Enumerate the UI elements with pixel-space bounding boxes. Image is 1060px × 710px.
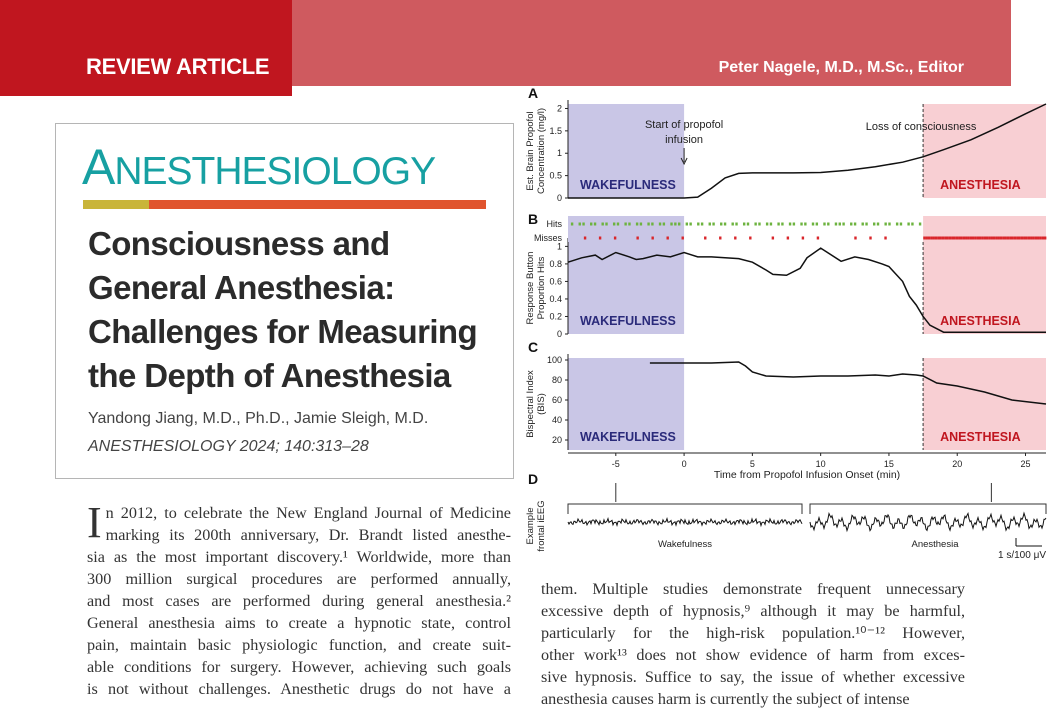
miss-marker [854, 237, 856, 240]
miss-marker [967, 237, 969, 240]
hits-label: Hits [546, 219, 562, 229]
miss-marker [1016, 237, 1018, 240]
text-line: is not without challenges. Anesthetic drugs do not have a [87, 680, 511, 698]
hit-marker [835, 223, 837, 226]
panel-label: C [528, 339, 539, 355]
hit-marker [720, 223, 722, 226]
miss-marker [1044, 237, 1046, 240]
miss-marker [1000, 237, 1002, 240]
y-tick-label: 1 [556, 148, 562, 159]
misses-label: Misses [533, 233, 562, 243]
section-editor: Peter Nagele, M.D., M.Sc., Editor [718, 59, 964, 76]
drop-cap: I [87, 498, 102, 547]
hit-marker [789, 223, 791, 226]
hit-marker [900, 223, 902, 226]
x-tick-label: 10 [815, 459, 826, 469]
hit-marker [617, 223, 619, 226]
miss-marker [1011, 237, 1013, 240]
y-tick-label: 1 [556, 241, 562, 252]
miss-marker [970, 237, 972, 240]
miss-marker [988, 237, 990, 240]
hit-marker [877, 223, 879, 226]
hit-marker [571, 223, 573, 226]
eeg-trace-wake [568, 519, 802, 526]
anesthesia-trace-label: Anesthesia [911, 539, 959, 550]
miss-marker [1002, 237, 1004, 240]
x-tick-label: 25 [1020, 459, 1031, 469]
text-line: excessive depth of hypnosis,⁹ although it may be harmful, [541, 602, 965, 620]
y-tick-label: 80 [551, 375, 562, 385]
miss-marker [1032, 237, 1034, 240]
citation-ref: 2024; 140:313–28 [235, 438, 369, 455]
miss-marker [614, 237, 616, 240]
hit-marker [770, 223, 772, 226]
text-line: other work¹³ does not show evidence of harm from exces- [541, 646, 965, 664]
wakefulness-label: WAKEFULNESS [580, 314, 676, 328]
y-tick-label: 0 [556, 193, 562, 203]
miss-marker [991, 237, 993, 240]
x-tick-label: 5 [749, 459, 755, 469]
hit-marker [884, 223, 886, 226]
body-text-right [541, 578, 965, 710]
wakefulness-trace-label: Wakefulness [657, 539, 713, 550]
logo-bar-yellow [83, 200, 149, 209]
hit-marker [640, 223, 642, 226]
y-tick-label: 60 [551, 395, 562, 405]
hit-marker [579, 223, 581, 226]
hit-marker [896, 223, 898, 226]
miss-marker [636, 237, 638, 240]
miss-marker [944, 237, 946, 240]
article-title: Consciousness and General Anesthesia: Challenges for Measuring the Depth of Anesthesia [88, 225, 478, 394]
miss-marker [942, 237, 944, 240]
miss-marker [937, 237, 939, 240]
hit-marker [624, 223, 626, 226]
hit-marker [663, 223, 665, 226]
miss-marker [972, 237, 974, 240]
panel-label: A [528, 86, 539, 101]
hit-marker [601, 223, 603, 226]
hit-marker [590, 223, 592, 226]
y-tick-label: 0.6 [549, 276, 562, 287]
miss-marker [960, 237, 962, 240]
miss-marker [998, 237, 1000, 240]
journal-logo: ANESTHESIOLOGY [82, 139, 436, 195]
hit-marker [712, 223, 714, 226]
hit-marker [754, 223, 756, 226]
panel-label: D [528, 471, 539, 487]
miss-marker [995, 237, 997, 240]
hit-marker [816, 223, 818, 226]
hit-marker [777, 223, 779, 226]
miss-marker [704, 237, 706, 240]
hit-marker [743, 223, 745, 226]
miss-marker [1035, 237, 1037, 240]
hit-marker [701, 223, 703, 226]
hit-marker [758, 223, 760, 226]
miss-marker [986, 237, 988, 240]
miss-marker [935, 237, 937, 240]
x-tick-label: -5 [611, 459, 620, 469]
hit-marker [628, 223, 630, 226]
hit-marker [862, 223, 864, 226]
wakefulness-label: WAKEFULNESS [580, 430, 676, 444]
article-authors: Yandong Jiang, M.D., Ph.D., Jamie Sleigh, M.D. [88, 410, 429, 427]
miss-marker [1037, 237, 1039, 240]
miss-marker [869, 237, 871, 240]
hit-marker [823, 223, 825, 226]
anesthesia-label: ANESTHESIA [940, 430, 1021, 444]
miss-marker [1014, 237, 1016, 240]
hit-marker [732, 223, 734, 226]
hit-marker [647, 223, 649, 226]
miss-marker [1018, 237, 1020, 240]
header-banner-left [0, 0, 292, 96]
miss-marker [956, 237, 958, 240]
text-line: them. Multiple studies demonstrate frequent unnecessary [541, 580, 965, 598]
miss-marker [734, 237, 736, 240]
hit-marker [674, 223, 676, 226]
x-tick-label: 15 [883, 459, 894, 469]
hit-marker [850, 223, 852, 226]
miss-marker [1007, 237, 1009, 240]
miss-marker [926, 237, 928, 240]
hit-marker [911, 223, 913, 226]
y-axis-label: Est. Brain Propofol [525, 111, 536, 191]
hit-marker [651, 223, 653, 226]
y-tick-label: 40 [551, 415, 562, 425]
hit-marker [907, 223, 909, 226]
hit-marker [854, 223, 856, 226]
y-tick-label: 20 [551, 435, 562, 445]
miss-marker [965, 237, 967, 240]
miss-marker [1023, 237, 1025, 240]
scale-bar-label: 1 s/100 μV [997, 550, 1047, 561]
figure-chart [520, 86, 1060, 570]
hit-marker [582, 223, 584, 226]
hit-marker [919, 223, 921, 226]
y-axis-label: (BIS) [536, 393, 547, 415]
miss-marker [817, 237, 819, 240]
bracket-wake [568, 504, 802, 514]
miss-marker [1028, 237, 1030, 240]
annotation-start: infusion [665, 134, 704, 146]
hit-marker [659, 223, 661, 226]
hit-marker [781, 223, 783, 226]
miss-marker [787, 237, 789, 240]
miss-marker [1021, 237, 1023, 240]
article-citation [88, 438, 369, 456]
miss-marker [1005, 237, 1007, 240]
hit-marker [605, 223, 607, 226]
miss-marker [584, 237, 586, 240]
miss-marker [1042, 237, 1044, 240]
y-tick-label: 2 [556, 103, 562, 114]
miss-marker [974, 237, 976, 240]
y-axis-label: Response Button [525, 251, 536, 325]
text-line: marking its 200th anniversary, Dr. Brandt listed anesthe- [105, 526, 511, 544]
miss-marker [772, 237, 774, 240]
miss-marker [930, 237, 932, 240]
citation-journal: ANESTHESIOLOGY [88, 438, 236, 455]
text-line: n 2012, to celebrate the New England Journal of Medicine [105, 504, 511, 522]
bracket-anes [810, 504, 1046, 514]
text-line: able conditions for surgery. However, achieving such goals [87, 658, 511, 676]
annotation-start: Start of propofol [644, 119, 724, 131]
text-line: sive hypnosis. Suffice to say, the issue of whether excessive [541, 668, 965, 686]
y-axis-label: frontal iEEG [536, 500, 547, 552]
miss-marker [953, 237, 955, 240]
hit-marker [613, 223, 615, 226]
miss-marker [977, 237, 979, 240]
x-axis-label: Time from Propofol Infusion Onset (min) [713, 469, 901, 481]
x-tick-label: 0 [681, 459, 687, 469]
miss-marker [651, 237, 653, 240]
hit-marker [812, 223, 814, 226]
hit-marker [594, 223, 596, 226]
miss-marker [928, 237, 930, 240]
y-tick-label: 0.8 [549, 258, 562, 269]
logo-bar-orange [149, 200, 486, 209]
y-tick-label: 0.2 [549, 311, 562, 322]
y-axis-label: Example [525, 507, 536, 545]
miss-marker [946, 237, 948, 240]
y-tick-label: 1.5 [549, 125, 562, 136]
miss-marker [958, 237, 960, 240]
y-axis-label: Bispectral Index [525, 370, 536, 438]
hit-marker [827, 223, 829, 226]
miss-marker [993, 237, 995, 240]
miss-marker [951, 237, 953, 240]
hit-marker [804, 223, 806, 226]
y-tick-label: 100 [546, 355, 562, 365]
figure [520, 86, 1060, 570]
hit-marker [747, 223, 749, 226]
text-line: pain, maintain basic physiologic function, and create suit- [87, 636, 511, 654]
hit-marker [842, 223, 844, 226]
text-line: sia as the most important discovery.¹ Worldwide, more than [87, 548, 511, 566]
miss-marker [666, 237, 668, 240]
miss-marker [1009, 237, 1011, 240]
miss-marker [963, 237, 965, 240]
hit-marker [735, 223, 737, 226]
text-line: particularly for the high-risk population.¹⁰⁻¹² However, [541, 624, 965, 642]
miss-marker [981, 237, 983, 240]
hit-marker [636, 223, 638, 226]
y-tick-label: 0.4 [549, 293, 562, 304]
hit-marker [689, 223, 691, 226]
hit-marker [670, 223, 672, 226]
wakefulness-label: WAKEFULNESS [580, 178, 676, 192]
anesthesia-label: ANESTHESIA [940, 314, 1021, 328]
miss-marker [884, 237, 886, 240]
x-tick-label: 20 [952, 459, 963, 469]
y-tick-label: 0.5 [549, 170, 562, 181]
anesthesia-label: ANESTHESIA [940, 178, 1021, 192]
article-type-label: REVIEW ARTICLE [86, 54, 270, 79]
miss-marker [682, 237, 684, 240]
miss-marker [599, 237, 601, 240]
annotation-loc: Loss of consciousness [865, 121, 977, 133]
hit-marker [766, 223, 768, 226]
text-line: anesthesia causes harm is currently the subject of intense [541, 690, 910, 708]
miss-marker [923, 237, 925, 240]
miss-marker [979, 237, 981, 240]
miss-marker [933, 237, 935, 240]
scale-bar [1016, 538, 1042, 546]
hit-marker [793, 223, 795, 226]
miss-marker [1030, 237, 1032, 240]
hit-marker [724, 223, 726, 226]
miss-marker [1025, 237, 1027, 240]
eeg-trace-anes [810, 513, 1046, 530]
hit-marker [800, 223, 802, 226]
body-text-left [87, 498, 511, 700]
miss-marker [984, 237, 986, 240]
title-box [55, 123, 514, 479]
hit-marker [888, 223, 890, 226]
text-line: 300 million surgical procedures are performed annually, [87, 570, 511, 588]
text-line: General anesthesia aims to create a hypnotic state, control [87, 614, 511, 632]
miss-marker [802, 237, 804, 240]
y-tick-label: 0 [556, 329, 562, 339]
hit-marker [709, 223, 711, 226]
hit-marker [678, 223, 680, 226]
y-axis-label: Concentration (mg/l) [536, 107, 547, 195]
hit-marker [697, 223, 699, 226]
text-line: and most cases are performed during general anesthesia.² [87, 592, 511, 610]
miss-marker [749, 237, 751, 240]
miss-marker [940, 237, 942, 240]
y-axis-label: Proportion Hits [536, 256, 547, 320]
hit-marker [873, 223, 875, 226]
miss-marker [1039, 237, 1041, 240]
miss-marker [719, 237, 721, 240]
panel-label: B [528, 211, 539, 227]
hit-marker [686, 223, 688, 226]
miss-marker [949, 237, 951, 240]
hit-marker [865, 223, 867, 226]
hit-marker [839, 223, 841, 226]
